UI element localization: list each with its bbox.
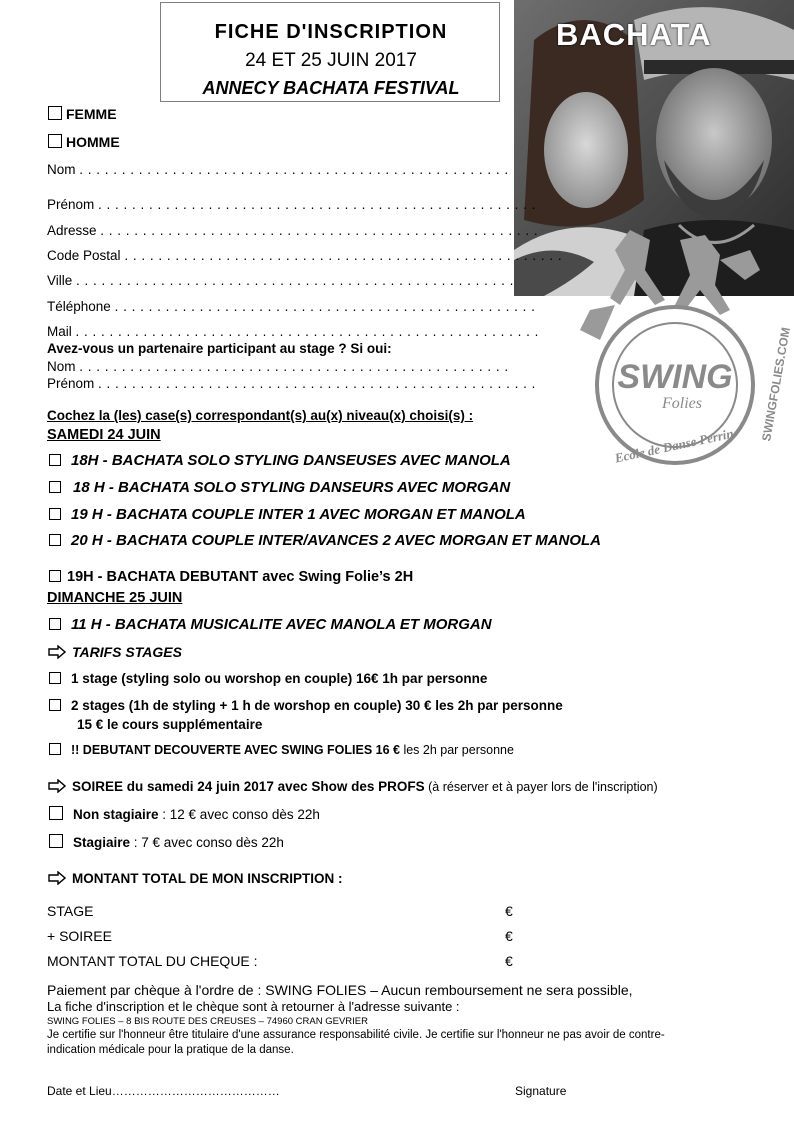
partner-nom-label: Nom bbox=[47, 359, 76, 374]
nom-label: Nom bbox=[47, 162, 76, 177]
non-stagiaire-price: : 12 € avec conso dès 22h bbox=[158, 807, 320, 822]
adresse-dots: . . . . . . . . . . . . . . . . . . . . . . . . . . . . . . . . . . . . . . . . . . . . . . . . . . . . bbox=[100, 223, 539, 238]
tarif-option-2-checkbox[interactable] bbox=[49, 699, 61, 711]
code-postal-dots: . . . . . . . . . . . . . . . . . . . . . . . . . . . . . . . . . . . . . . . . . . . . . . . . . . . . bbox=[124, 248, 563, 263]
soiree-heading bbox=[48, 779, 658, 794]
sunday-heading: DIMANCHE 25 JUIN bbox=[47, 590, 183, 606]
stagiaire-label: Stagiaire bbox=[73, 835, 131, 850]
soiree-title: SOIREE du samedi 24 juin 2017 avec Show des PROFS bbox=[72, 779, 425, 794]
non-stagiaire-label: Non stagiaire bbox=[73, 807, 159, 822]
stamp-website: SWINGFOLIES.COM bbox=[759, 326, 793, 443]
total-stage-label: STAGE bbox=[47, 903, 94, 919]
soiree-note: (à réserver et à payer lors de l'inscription) bbox=[424, 780, 658, 794]
tarif-option-2[interactable] bbox=[49, 698, 563, 713]
total-soiree-currency[interactable]: € bbox=[505, 928, 513, 944]
total-stage-currency[interactable]: € bbox=[505, 903, 513, 919]
tarifs-heading bbox=[48, 644, 182, 660]
partner-question: Avez-vous un partenaire participant au stage ? Si oui: bbox=[47, 341, 392, 356]
return-note: La fiche d'inscription et le chèque sont à retourner à l'adresse suivante : bbox=[47, 999, 460, 1014]
partner-prenom-dots: . . . . . . . . . . . . . . . . . . . . . . . . . . . . . . . . . . . . . . . . . . . . . . . . . . . . bbox=[98, 376, 536, 391]
telephone-dots: . . . . . . . . . . . . . . . . . . . . . . . . . . . . . . . . . . . . . . . . . . . . . . . . . . bbox=[114, 299, 536, 314]
prenom-field[interactable] bbox=[47, 197, 536, 212]
adresse-label: Adresse bbox=[47, 223, 97, 238]
prenom-label: Prénom bbox=[47, 197, 95, 212]
levels-instruction: Cochez la (les) case(s) correspondant(s) au(x) niveau(x) choisi(s) : bbox=[47, 408, 474, 423]
homme-option[interactable] bbox=[48, 134, 120, 150]
ville-field[interactable] bbox=[47, 273, 514, 288]
course-sat-1[interactable] bbox=[49, 452, 511, 469]
course-sat-4-label: 20 H - BACHATA COUPLE INTER/AVANCES 2 AVEC MORGAN ET MANOLA bbox=[71, 532, 602, 549]
course-sat-4-checkbox[interactable] bbox=[49, 534, 61, 546]
certify-line-1: Je certifie sur l'honneur être titulaire d'une assurance responsabilité civile. Je certifie sur l'honneur ne pas avoir de contre- bbox=[47, 1029, 665, 1041]
tarif-option-1-checkbox[interactable] bbox=[49, 672, 61, 684]
event-dates: 24 ET 25 JUIN 2017 bbox=[245, 50, 417, 71]
tarif-option-3-checkbox[interactable] bbox=[49, 743, 61, 755]
ville-label: Ville bbox=[47, 273, 73, 288]
payment-note: Paiement par chèque à l'ordre de : SWING FOLIES – Aucun remboursement ne sera possible, bbox=[47, 982, 633, 998]
total-cheque-label: MONTANT TOTAL DU CHEQUE : bbox=[47, 953, 258, 969]
course-sat-1-checkbox[interactable] bbox=[49, 454, 61, 466]
mail-label: Mail bbox=[47, 324, 72, 339]
homme-label: HOMME bbox=[66, 134, 120, 150]
telephone-field[interactable] bbox=[47, 299, 535, 314]
code-postal-label: Code Postal bbox=[47, 248, 121, 263]
course-sun-1[interactable] bbox=[49, 616, 492, 633]
total-heading bbox=[48, 871, 343, 886]
mail-dots: . . . . . . . . . . . . . . . . . . . . . . . . . . . . . . . . . . . . . . . . . . . . . . . . . . . . . . . bbox=[75, 324, 539, 339]
tarif-option-1[interactable] bbox=[49, 671, 487, 686]
stamp-ring-text: Ecole de Danse Perrin bbox=[613, 425, 735, 466]
course-sat-4[interactable] bbox=[49, 532, 601, 549]
beginner-label: 19H - BACHATA DEBUTANT avec Swing Folie’s 2H bbox=[67, 569, 414, 585]
signature-field[interactable]: Signature bbox=[515, 1084, 567, 1098]
nom-field[interactable] bbox=[47, 162, 509, 177]
ville-dots: . . . . . . . . . . . . . . . . . . . . . . . . . . . . . . . . . . . . . . . . . . . . . . . . . . . . bbox=[76, 273, 514, 288]
saturday-heading: SAMEDI 24 JUIN bbox=[47, 427, 161, 443]
festival-name: ANNECY BACHATA FESTIVAL bbox=[202, 78, 460, 98]
course-sat-3[interactable] bbox=[49, 506, 526, 523]
arrow-right-icon bbox=[48, 779, 66, 793]
stagiaire-checkbox[interactable] bbox=[49, 834, 63, 848]
non-stagiaire-option[interactable] bbox=[49, 806, 320, 822]
swing-folies-stamp-logo bbox=[570, 210, 794, 480]
partner-prenom-field[interactable] bbox=[47, 376, 536, 391]
tarif-option-2-label: 2 stages (1h de styling + 1 h de worshop en couple) 30 € les 2h par personne bbox=[71, 698, 563, 713]
code-postal-field[interactable] bbox=[47, 248, 562, 263]
date-lieu-field[interactable]: Date et Lieu…………………………………… bbox=[47, 1084, 280, 1098]
nom-dots: . . . . . . . . . . . . . . . . . . . . . . . . . . . . . . . . . . . . . . . . . . . . . . . . . . . bbox=[79, 162, 509, 177]
course-sat-2-label: 18 H - BACHATA SOLO STYLING DANSEURS AVEC MORGAN bbox=[73, 479, 511, 496]
course-sun-1-label: 11 H - BACHATA MUSICALITE AVEC MANOLA ET MORGAN bbox=[71, 616, 492, 633]
tarifs-title: TARIFS STAGES bbox=[72, 644, 182, 660]
tarif-option-2-extra: 15 € le cours supplémentaire bbox=[77, 717, 263, 732]
stamp-brand: SWING bbox=[617, 358, 733, 396]
total-cheque-currency[interactable]: € bbox=[505, 953, 513, 969]
beginner-checkbox[interactable] bbox=[49, 570, 61, 582]
course-sat-3-checkbox[interactable] bbox=[49, 508, 61, 520]
form-title: FICHE D'INSCRIPTION bbox=[214, 21, 448, 43]
telephone-label: Téléphone bbox=[47, 299, 111, 314]
non-stagiaire-checkbox[interactable] bbox=[49, 806, 63, 820]
stagiaire-option[interactable] bbox=[49, 834, 284, 850]
certify-line-2: indication médicale pour la pratique de la danse. bbox=[47, 1044, 294, 1056]
total-soiree-label: + SOIREE bbox=[47, 928, 112, 944]
total-title: MONTANT TOTAL DE MON INSCRIPTION : bbox=[72, 871, 343, 886]
course-sat-2[interactable] bbox=[49, 479, 510, 496]
femme-option[interactable] bbox=[48, 106, 117, 122]
course-sat-2-checkbox[interactable] bbox=[49, 481, 61, 493]
tarif-option-1-label: 1 stage (styling solo ou worshop en couple) 16€ 1h par personne bbox=[71, 671, 488, 686]
tarif-option-3[interactable] bbox=[49, 743, 514, 757]
partner-nom-dots: . . . . . . . . . . . . . . . . . . . . . . . . . . . . . . . . . . . . . . . . . . . . . . . . . . . bbox=[79, 359, 509, 374]
tarif-option-3-suffix: les 2h par personne bbox=[399, 743, 514, 757]
femme-checkbox[interactable] bbox=[48, 106, 62, 120]
stagiaire-price: : 7 € avec conso dès 22h bbox=[130, 835, 284, 850]
prenom-dots: . . . . . . . . . . . . . . . . . . . . . . . . . . . . . . . . . . . . . . . . . . . . . . . . . . . . bbox=[98, 197, 536, 212]
photo-title: BACHATA bbox=[556, 17, 712, 52]
adresse-field[interactable] bbox=[47, 223, 538, 238]
partner-prenom-label: Prénom bbox=[47, 376, 95, 391]
stamp-sub: Folies bbox=[662, 395, 702, 412]
course-sat-1-label: 18H - BACHATA SOLO STYLING DANSEUSES AVEC MANOLA bbox=[71, 452, 511, 469]
partner-nom-field[interactable] bbox=[47, 359, 509, 374]
femme-label: FEMME bbox=[66, 106, 117, 122]
course-sat-3-label: 19 H - BACHATA COUPLE INTER 1 AVEC MORGAN ET MANOLA bbox=[71, 506, 526, 523]
arrow-right-icon bbox=[48, 871, 66, 885]
homme-checkbox[interactable] bbox=[48, 134, 62, 148]
title-box bbox=[160, 2, 500, 102]
return-address: SWING FOLIES – 8 BIS ROUTE DES CREUSES – 74960 CRAN GEVRIER bbox=[47, 1016, 368, 1027]
mail-field[interactable] bbox=[47, 324, 539, 339]
tarif-option-3-label: !! DEBUTANT DECOUVERTE AVEC SWING FOLIES 16 € bbox=[71, 743, 400, 757]
beginner-course[interactable] bbox=[49, 569, 413, 585]
course-sun-1-checkbox[interactable] bbox=[49, 618, 61, 630]
arrow-right-icon bbox=[48, 645, 66, 659]
